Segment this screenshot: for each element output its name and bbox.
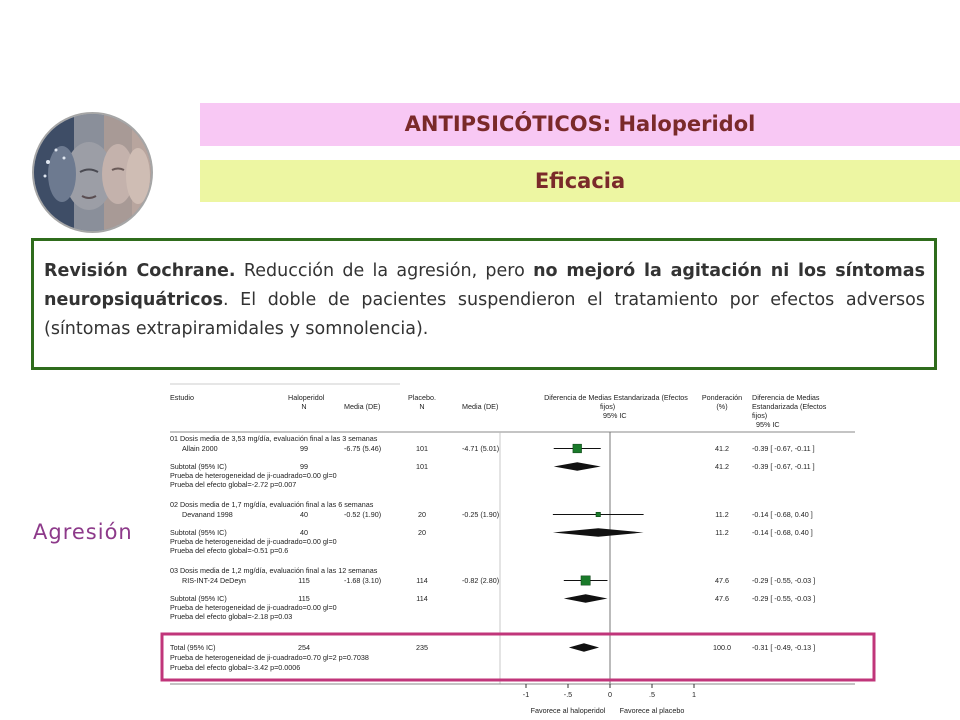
total-heterogeneity: Prueba de heterogeneidad de ji-cuadrado=0.70 gl=2 p=0.7038: [170, 653, 369, 662]
group-2-subtotal-label: Subtotal (95% IC): [170, 528, 227, 537]
group-3-subtotal-weight: 47.6: [715, 594, 729, 603]
summary-lead: Revisión Cochrane.: [44, 261, 236, 281]
total-plac-n: 235: [416, 643, 428, 652]
group-1-study-name: Allain 2000: [182, 444, 218, 453]
faces-collage-icon: [32, 112, 153, 233]
header-pond-line2: (%): [716, 402, 728, 411]
x-tick-label-2: -.5: [563, 690, 573, 699]
group-1-subtotal-diamond: [554, 462, 601, 470]
x-tick-label-3: 0: [608, 690, 612, 699]
subtitle-banner: [200, 160, 960, 202]
summary-text-2: . El doble de pacientes suspendieron el tratamiento por efectos adversos (síntomas extrapiramidales y somnolencia).: [44, 290, 925, 339]
group-3-study-ci-text: -0.29 [ -0.55, -0.03 ]: [752, 576, 816, 585]
group-2-study-plac-mean: -0.25 (1.90): [462, 510, 500, 519]
group-2-study-weight: 11.2: [715, 510, 729, 519]
group-2-subtotal-weight: 11.2: [715, 528, 729, 537]
x-tick-label-4: .5: [649, 690, 655, 699]
group-1-overall-effect: Prueba del efecto global=-2.72 p=0.007: [170, 480, 297, 489]
group-2-subtotal-diamond: [553, 528, 644, 536]
group-1-study-halo-mean: -6.75 (5.46): [344, 444, 382, 453]
group-3-study-name: RIS-INT-24 DeDeyn: [182, 576, 246, 585]
group-1-subtotal-halo-n: 99: [300, 462, 308, 471]
group-2-study-name: Devanand 1998: [182, 510, 233, 519]
header-halo-n: N: [301, 402, 307, 411]
page-title: ANTIPSICÓTICOS: Haloperidol: [404, 112, 756, 136]
page-subtitle: Eficacia: [534, 169, 626, 193]
header-haloperidol: Haloperidol: [288, 393, 325, 402]
summary-bold: no mejoró la agitación ni los síntomas neuropsiquátricos: [44, 261, 925, 310]
group-1-study-weight: 41.2: [715, 444, 729, 453]
group-2-heterogeneity: Prueba de heterogeneidad de ji-cuadrado=0.00 gl=0: [170, 537, 337, 546]
group-1-subtotal-label: Subtotal (95% IC): [170, 462, 227, 471]
x-tick-label-5: 1: [692, 690, 696, 699]
header-diff-line3: 95% IC: [603, 411, 627, 420]
header-pond-line1: Ponderación: [701, 393, 743, 402]
group-1-study-point: [573, 444, 582, 453]
group-3-subtotal-ci-text: -0.29 [ -0.55, -0.03 ]: [752, 594, 816, 603]
group-2-study-plac-n: 20: [418, 510, 426, 519]
group-2-study-halo-mean: -0.52 (1.90): [344, 510, 382, 519]
total-label: Total (95% IC): [170, 643, 216, 652]
header-res-line2: Estandarizada (Efectos: [752, 402, 827, 411]
group-3-study-halo-mean: -1.68 (3.10): [344, 576, 382, 585]
group-1-heterogeneity: Prueba de heterogeneidad de ji-cuadrado=0.00 gl=0: [170, 471, 337, 480]
favors-right-label: Favorece al placebo: [619, 706, 685, 715]
header-res-line3: fijos): [752, 411, 768, 420]
group-2-study-point: [596, 512, 601, 517]
favors-left-label: Favorece al haloperidol: [530, 706, 606, 715]
forest-plot: [160, 378, 880, 720]
group-1-study-plac-mean: -4.71 (5.01): [462, 444, 500, 453]
group-3-heading: 03 Dosis media de 1,2 mg/día, evaluación final a las 12 semanas: [170, 566, 378, 575]
group-3-heterogeneity: Prueba de heterogeneidad de ji-cuadrado=0.00 gl=0: [170, 603, 337, 612]
group-2-subtotal-plac-n: 20: [418, 528, 426, 537]
group-2-subtotal-ci-text: -0.14 [ -0.68, 0.40 ]: [752, 528, 813, 537]
side-label: Agresión: [33, 520, 133, 544]
group-3-subtotal-plac-n: 114: [416, 594, 428, 603]
header-estudio: Estudio: [170, 393, 194, 402]
group-1-subtotal-ci-text: -0.39 [ -0.67, -0.11 ]: [752, 462, 815, 471]
total-halo-n: 254: [298, 643, 310, 652]
header-res-line1: Diferencia de Medias: [752, 393, 820, 402]
group-3-study-weight: 47.6: [715, 576, 729, 585]
header-placebo: Placebo.: [408, 393, 436, 402]
group-2-heading: 02 Dosis media de 1,7 mg/día, evaluación final a las 6 semanas: [170, 500, 374, 509]
summary-box: [31, 238, 937, 370]
group-3-subtotal-diamond: [564, 594, 608, 602]
header-plac-n: N: [419, 402, 425, 411]
group-1-subtotal-plac-n: 101: [416, 462, 428, 471]
total-weight: 100.0: [713, 643, 731, 652]
total-ci-text: -0.31 [ -0.49, -0.13 ]: [752, 643, 816, 652]
header-res-line4: 95% IC: [756, 420, 780, 429]
group-3-overall-effect: Prueba del efecto global=-2.18 p=0.03: [170, 612, 293, 621]
group-1-study-ci-text: -0.39 [ -0.67, -0.11 ]: [752, 444, 815, 453]
header-plac-mean: Media (DE): [462, 402, 499, 411]
group-1-study-plac-n: 101: [416, 444, 428, 453]
group-2-subtotal-halo-n: 40: [300, 528, 308, 537]
group-1-subtotal-weight: 41.2: [715, 462, 729, 471]
x-tick-label-1: -1: [522, 690, 530, 699]
group-1-study-halo-n: 99: [300, 444, 308, 453]
title-banner: [200, 103, 960, 146]
header-halo-mean: Media (DE): [344, 402, 381, 411]
total-overall-effect: Prueba del efecto global=-3.42 p=0.0006: [170, 663, 301, 672]
group-3-study-plac-n: 114: [416, 576, 428, 585]
header-diff-line2: fijos): [600, 402, 616, 411]
group-3-subtotal-label: Subtotal (95% IC): [170, 594, 227, 603]
group-3-study-plac-mean: -0.82 (2.80): [462, 576, 500, 585]
group-3-study-halo-n: 115: [298, 576, 310, 585]
group-3-study-point: [581, 576, 590, 585]
total-diamond: [569, 643, 599, 651]
header-diff-line1: Diferencia de Medias Estandarizada (Efectos: [544, 393, 688, 402]
summary-text-1: Reducción de la agresión, pero: [235, 261, 534, 281]
group-3-subtotal-halo-n: 115: [298, 594, 310, 603]
group-2-overall-effect: Prueba del efecto global=-0.51 p=0.6: [170, 546, 289, 555]
group-1-heading: 01 Dosis media de 3,53 mg/día, evaluación final a las 3 semanas: [170, 434, 378, 443]
group-2-study-halo-n: 40: [300, 510, 308, 519]
group-2-study-ci-text: -0.14 [ -0.68, 0.40 ]: [752, 510, 813, 519]
